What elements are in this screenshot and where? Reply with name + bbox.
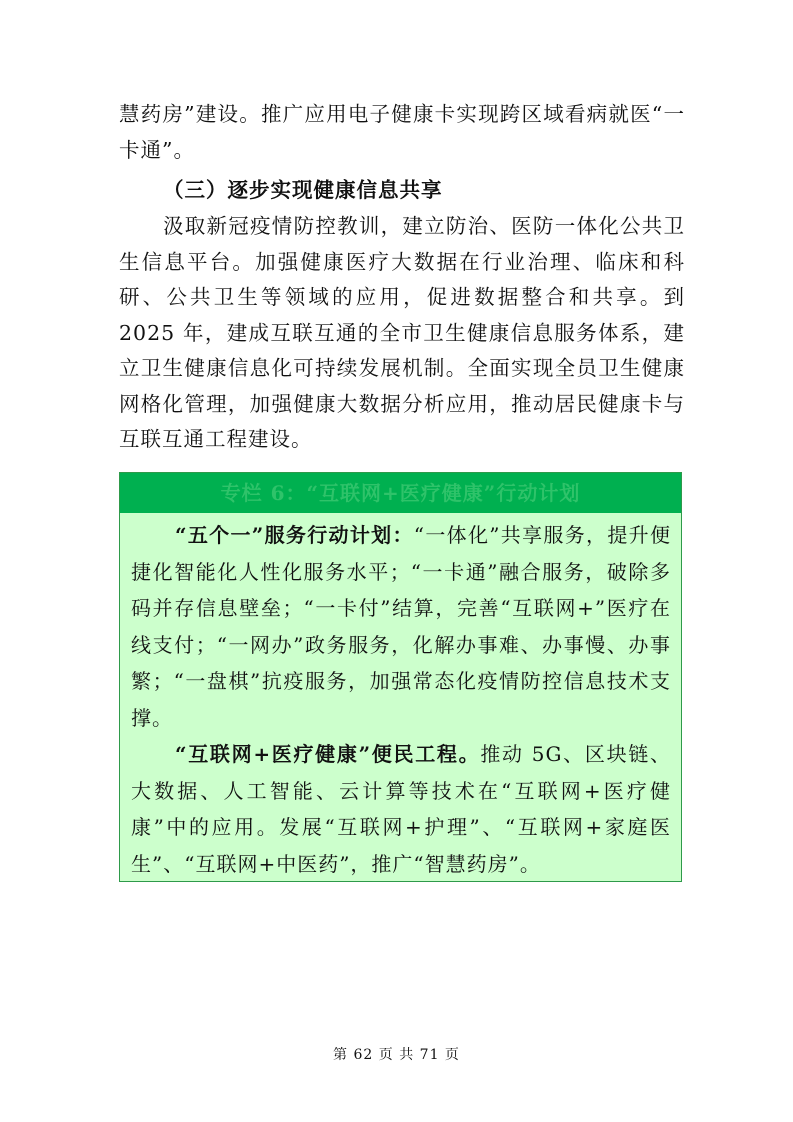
box-paragraph-2-lead: “互联网+医疗健康”便民工程。 [175, 742, 481, 766]
section-heading: （三）逐步实现健康信息共享 [163, 178, 443, 202]
body-text [119, 97, 685, 458]
box-paragraph-1 [131, 517, 671, 736]
box-paragraph-1-text: “一体化”共享服务，提升便捷化智能化人性化服务水平；“一卡通”融合服务，破除多码并存信息壁垒；“一卡付”结算，完善“互联网+”医疗在线支付；“一网办”政务服务，化解办事难、办事慢、办事繁；“一盘棋”抗疫服务，加强常态化疫情防控信息技术支撑。 [131, 523, 671, 730]
main-paragraph: 汲取新冠疫情防控教训，建立防治、医防一体化公共卫生信息平台。加强健康医疗大数据在行业治理、临床和科研、公共卫生等领域的应用，促进数据整合和共享。到2025 年，建成互联互通的全市卫生健康信息服务体系，建立卫生健康信息化可持续发展机制。全面实现全员卫生健康网格化管理，加强健康大数据分析应用，推动居民健康卡与互联互通工程建设。 [119, 214, 685, 451]
box-paragraph-2 [131, 736, 671, 882]
continued-paragraph: 慧药房”建设。推广应用电子健康卡实现跨区域看病就医“一卡通”。 [119, 102, 685, 162]
column-box [119, 472, 682, 882]
column-box-title: 专栏 6：“互联网+医疗健康”行动计划 [120, 473, 681, 513]
box-paragraph-2-text: 推动 5G、区块链、大数据、人工智能、云计算等技术在“互联网+医疗健康”中的应用。发展“互联网+护理”、“互联网+家庭医生”、“互联网+中医药”，推广“智慧药房”。 [131, 742, 671, 876]
column-box-body [120, 513, 681, 882]
page-footer: 第 62 页 共 71 页 [333, 1047, 460, 1063]
box-paragraph-1-lead: “五个一”服务行动计划： [175, 523, 414, 547]
